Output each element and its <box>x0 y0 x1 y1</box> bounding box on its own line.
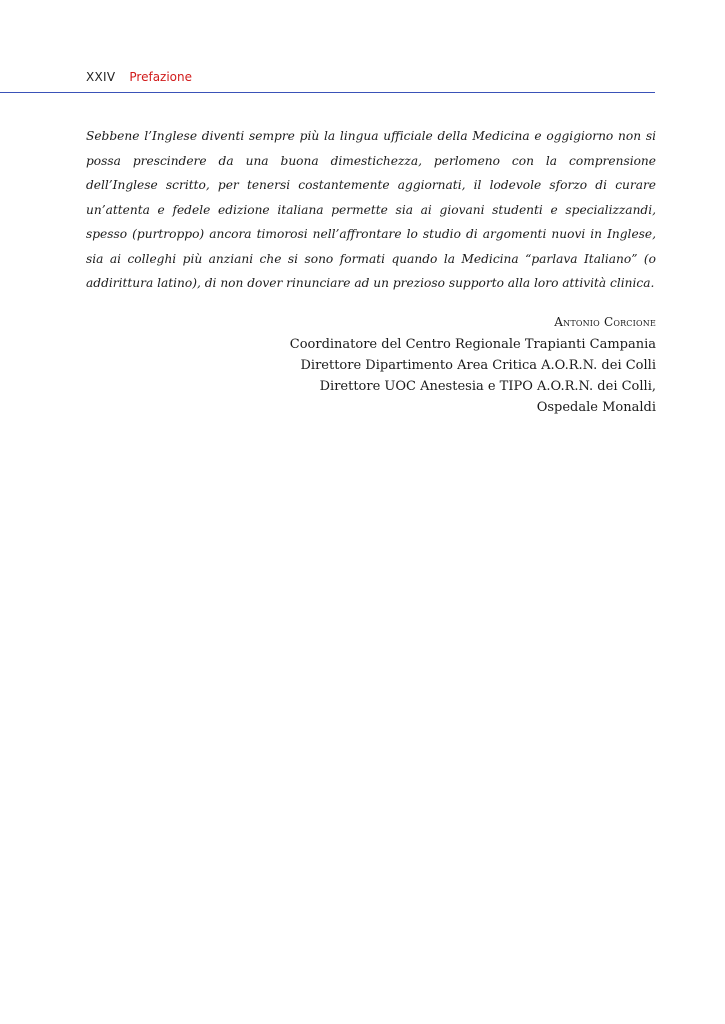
running-head <box>86 66 654 88</box>
preface-paragraph: Sebbene l’Inglese diventi sempre più la lingua ufficiale della Medicina e oggigiorno non si possa prescindere da una buona dimestichezza, perlomeno con la comprensione dell’Inglese scritto, per tenersi costantemente aggiornati, il lodevole sforzo di curare un’attenta e fedele edizione italiana permette sia ai giovani studenti e specializzandi, spesso (purtroppo) ancora timorosi nell’affrontare lo studio di argomenti nuovi in Inglese, sia ai colleghi più anziani che si sono formati quando la Medicina “parlava Italiano” (o addirittura latino), di non dover rinunciare ad un prezioso supporto alla loro attività clinica. <box>86 129 656 290</box>
author-role: Coordinatore del Centro Regionale Trapianti Campania <box>289 337 656 352</box>
author-name: Antonio Corcione <box>554 315 656 329</box>
signature-block <box>230 310 656 418</box>
section-title: Prefazione <box>129 70 193 84</box>
header-rule <box>0 92 655 93</box>
page-number: XXIV <box>86 70 116 84</box>
author-role: Direttore Dipartimento Area Critica A.O.R.N. dei Colli <box>300 358 656 373</box>
author-role: Ospedale Monaldi <box>536 400 656 415</box>
author-role: Direttore UOC Anestesia e TIPO A.O.R.N. dei Colli, <box>319 379 656 394</box>
